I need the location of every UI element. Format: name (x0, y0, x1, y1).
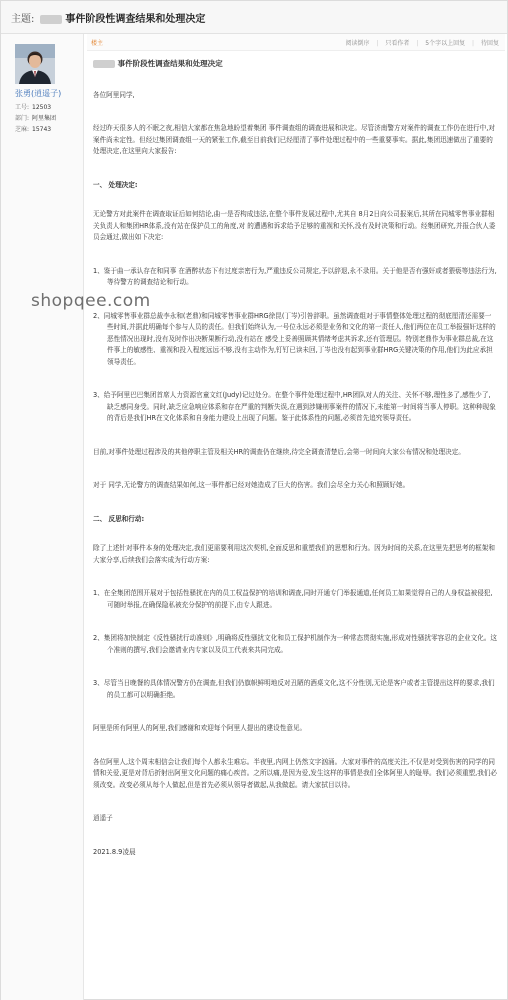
action-item-2: 2、集团将加快制定《反性骚扰行动准则》,明确将反性骚扰文化和员工保护机制作为一种常态贯彻实施,形成对性骚扰零容忍的企业文化。这个准则的撰写,我们会邀请业内专家以及员工代表来共同完成。 (93, 634, 498, 654)
post-header (1, 1, 507, 34)
redacted-name (93, 60, 115, 68)
decision-item-2: 2、同城零售事业群总裁李永和(老鼎)和同城零售事业群HRG徐昆(丁岑)引咎辞职。虽然调查组对于事情整体处理过程的彻底厘清还需要一些时间,并据此明确每个参与人员的责任。但我们始终认为,一号位永远必须是业务和文化的第一责任人,他们两位在员工举报强奸这样的恶性情况出现时,没有及时作出决断果断行动,没有站在 感受上妥善照顾其情绪考虑其诉求,还有管理层。特别老鼎作为事业群总裁,在这件事上的敏感性、重视和投入程度远远不够,没有主动作为,钉钉已读未回,丁岑也没有起到事业群HRG关键决策的作用,他们为此应承担领导责任。 (93, 311, 496, 366)
employee-id-label: 工号: (15, 104, 30, 111)
department-row (15, 113, 56, 122)
letter-body (93, 58, 497, 880)
follow-up-paragraph: 目前,对事件处理过程涉及的其他停职主管及相关HR的调查仍在继续,待完全调查清楚后,会第一时间向大家公布情况和处理决定。 (93, 447, 465, 456)
sesame-value: 15743 (32, 126, 52, 133)
post-content (87, 34, 505, 1000)
reverse-order-link[interactable]: 阅读倒序 (345, 40, 370, 47)
letter-date: 2021.8.9凌晨 (93, 847, 136, 856)
section-heading-reflection: 二、 反思和行动: (93, 514, 145, 523)
avatar[interactable] (15, 44, 55, 84)
watermark: shopqee.com (31, 291, 151, 311)
letter-title-text: 事件阶段性调查结果和处理决定 (117, 59, 223, 68)
separator: | (416, 40, 419, 47)
closing-paragraph: 各位阿里人,这个周末相信会让我们每个人都永生难忘。半夜里,内网上仍然文字汹涌。大家对事件的高度关注,不仅是对受到伤害的同学的同情和关爱,更是对背后折射出阿里文化问题的痛心疾首。之所以痛,是因为爱,发生这样的事情是我们全体阿里人的耻辱。我们必须重塑,我们必须改变。改变必须从每个人做起,但是首先必须从领导者做起,从我做起。请大家拭目以待。 (93, 757, 498, 789)
subject-label: 主题: (11, 14, 35, 25)
employee-id-value: 12503 (32, 104, 52, 111)
author-name-link[interactable]: 张勇(逍遥子) (15, 89, 62, 98)
floor-toolbar (87, 34, 505, 51)
post-subject (11, 10, 205, 25)
care-paragraph: 对于 同学,无论警方的调查结果如何,这一事件都已经对她造成了巨大的伤害。我们会尽全力关心和照顾好她。 (93, 481, 410, 489)
department-label: 部门: (15, 115, 30, 122)
action-item-3: 3、尽管当日晚餐的具体情况警方仍在调查,但我们仍旗帜鲜明地反对丑陋的酒桌文化,这不分性别,无论是客户或者主管提出这样的要求,我们的员工都可以明确拒绝。 (93, 679, 495, 699)
reflection-intro: 除了上述针对事件本身的处理决定,我们更需要利用这次契机,全面反思和重塑我们的思想和行为。因为时间的关系,在这里先把思考的框架和大家分享,后续我们会落实成为行动方案: (93, 544, 495, 564)
long-replies-link[interactable]: 5个字以上回复 (425, 40, 466, 47)
action-item-1: 1、在全集团范围开展对于包括性骚扰在内的员工权益保护的培训和调查,同时开通专门举报通道,任何员工如果觉得自己的人身权益被侵犯,可随时举报,在确保隐私被充分保护的前提下,由专人跟进。 (93, 589, 493, 609)
greeting: 各位阿里同学, (93, 90, 135, 99)
decisions-intro: 无论警方对此案件在调查取证后如何结论,曲一是否构成违法,在整个事件发展过程中,尤其自 8月2日向公司报案后,其所在同城零售事业群相关负责人和集团HR体系,没有站在保护员工的角度,对 的遭遇和诉求给予足够的重视和关怀,没有及时决策和行动。经集团研究,并报合伙人委员会通过,做出如下决定: (93, 210, 496, 241)
author-sidebar (1, 34, 84, 1000)
decision-item-3: 3、给予阿里巴巴集团首席人力资源官童文红(Judy)记过处分。在整个事件处理过程中,HR团队对人的关注、关怀不够,理性多了,感性少了,缺乏感同身受。同时,缺乏应急响应体系和存在严重的判断失误,在遇到涉嫌刑事案件的情况下,未能第一时间将当事人停职。这种种现象的背后是我们HR在文化体系和自身能力建设上出现了问题。鉴于此体系性的问题,必须首先追究领导责任。 (93, 391, 496, 422)
post-title: 事件阶段性调查结果和处理决定 (65, 14, 206, 25)
employee-id-row (15, 102, 51, 111)
letter-title (93, 58, 497, 70)
department-value: 阿里集团 (32, 115, 57, 122)
intro-paragraph: 经过昨天很多人的不眠之夜,相信大家都在焦急地盼望着集团 事件调查组的调查进展和决定。尽管济南警方对案件的调查工作仍在进行中,对案件尚未定性。但经过集团调查组一天的紧张工作,截至目前我们已经厘清了事件处理过程中的一些重要事实。据此,集团迅速做出了重要的处理决定,在这里向大家报告: (93, 124, 495, 155)
pending-reply-link[interactable]: 待回复 (480, 40, 499, 47)
separator: | (472, 40, 475, 47)
redacted-name (40, 15, 62, 24)
decision-item-1: 1、鉴于曲一承认存在和同事 在酒醉状态下有过度亲密行为,严重违反公司规定,予以辞退,永不录用。关于他是否有强奸或者猥亵等违法行为,等待警方的调查结论和行动。 (93, 266, 497, 286)
inclusion-paragraph: 阿里是所有阿里人的阿里,我们感谢和欢迎每个阿里人提出的建设性意见。 (93, 724, 307, 732)
author-only-link[interactable]: 只看作者 (385, 40, 410, 47)
sesame-row (15, 124, 51, 133)
owner-tag: 楼主 (91, 40, 104, 47)
user-photo-icon (15, 44, 55, 84)
sesame-label: 芝麻: (15, 126, 30, 133)
floor-tools (341, 38, 500, 47)
signature: 逍遥子 (93, 814, 113, 822)
section-heading-decisions: 一、 处理决定: (93, 180, 138, 189)
separator: | (376, 40, 379, 47)
